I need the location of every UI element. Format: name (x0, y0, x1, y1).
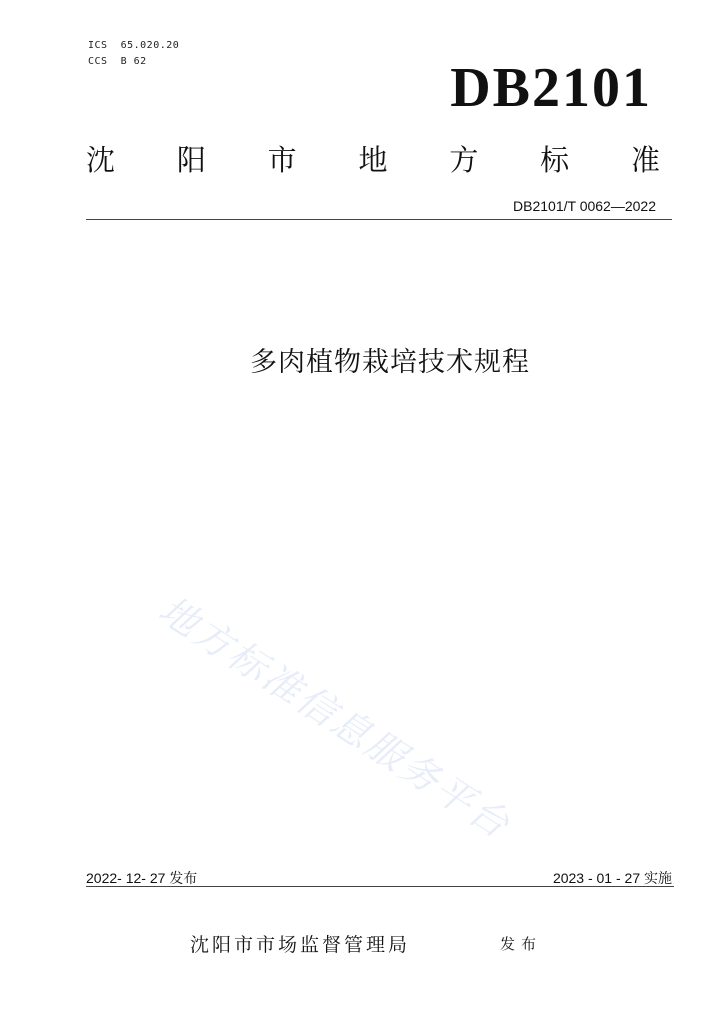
standard-type (86, 140, 660, 180)
footer-divider (86, 886, 674, 887)
effective-date: 2023 - 01 - 27 实施 (552, 870, 672, 886)
classification-codes (88, 38, 179, 70)
watermark: 地方标准信息服务平台 (151, 587, 519, 848)
ccs-code: CCS B 62 (88, 56, 147, 67)
standard-type-char: 沈 (86, 143, 116, 177)
standard-type-char: 标 (540, 143, 570, 177)
issue-word: 发布 (500, 935, 543, 953)
issuer: 沈阳市市场监督管理局 (190, 934, 411, 956)
ics-code: ICS 65.020.20 (88, 40, 180, 51)
publish-date: 2022- 12- 27 发布 (86, 870, 198, 886)
standard-number: DB2101/T 0062—2022 (513, 198, 656, 214)
standard-type-char: 阳 (176, 143, 206, 177)
db-logo: DB2101 (450, 57, 652, 119)
document-title: 多肉植物栽培技术规程 (250, 347, 530, 378)
standard-type-char: 地 (358, 143, 388, 177)
header-divider (86, 219, 672, 220)
standard-type-char: 准 (630, 143, 660, 177)
standard-type-char: 市 (267, 143, 297, 177)
standard-type-char: 方 (449, 143, 479, 177)
